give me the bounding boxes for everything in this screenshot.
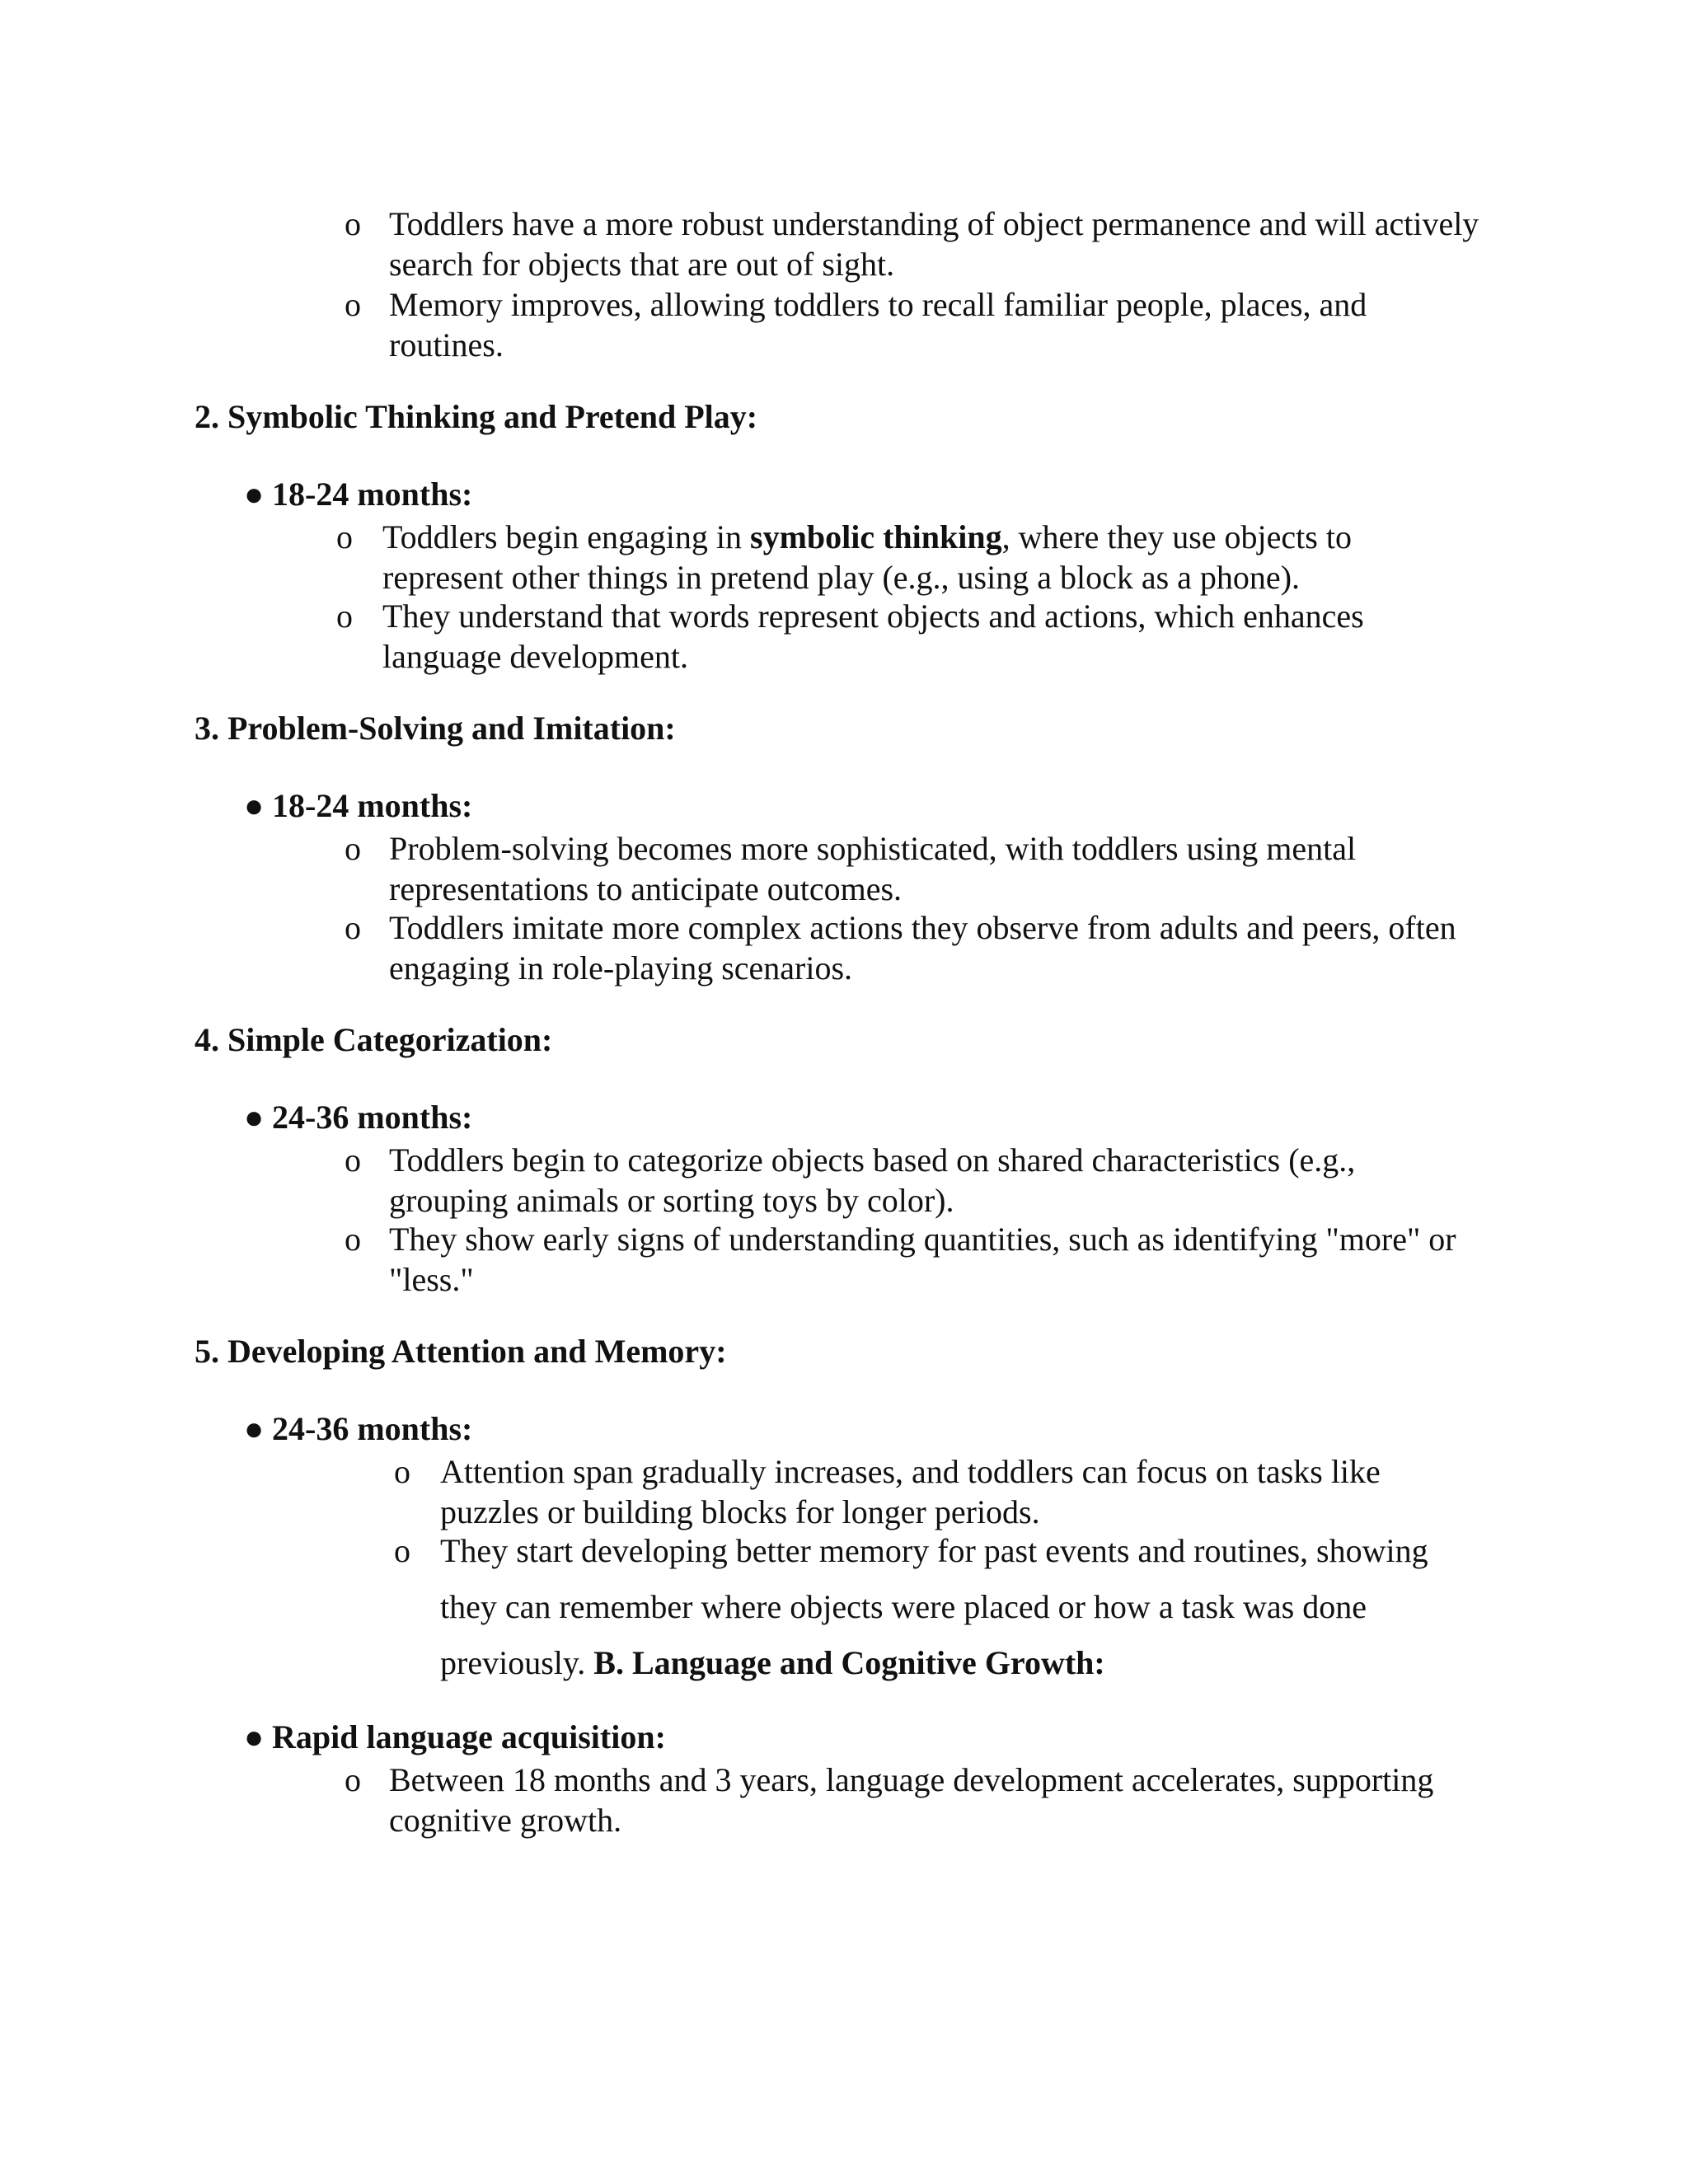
list-item: They understand that words represent objects and actions, which enhances language development.	[382, 598, 1364, 675]
section-heading: 4. Simple Categorization:	[195, 1021, 553, 1058]
list-item: Problem-solving becomes more sophisticated, with toddlers using mental representations to anticipate outcomes.	[389, 830, 1357, 907]
bullet-icon: ●	[244, 476, 265, 513]
bullet-heading	[244, 785, 472, 826]
list-marker: o	[345, 286, 361, 323]
bullet-icon: ●	[244, 1410, 265, 1447]
item-text-after: , where they use objects to represent other things in pretend play (e.g., using a block as a phone).	[382, 518, 1352, 596]
item-text-before: Toddlers begin engaging in	[382, 518, 750, 555]
list-item	[382, 517, 1404, 598]
bullet-heading	[244, 1097, 472, 1137]
section-heading: 3. Problem-Solving and Imitation:	[195, 710, 676, 747]
item-text-bold: symbolic thinking	[750, 518, 1002, 555]
bullet-icon: ●	[244, 787, 265, 824]
bullet-label: 18-24 months:	[272, 787, 473, 824]
list-marker: o	[336, 518, 353, 555]
list-marker: o	[345, 830, 361, 867]
list-item: Toddlers begin to categorize objects based on shared characteristics (e.g., grouping animals or sorting toys by color).	[389, 1141, 1356, 1219]
item-line: they can remember where objects were placed or how a task was done	[440, 1588, 1367, 1625]
bullet-heading	[244, 474, 472, 514]
bullet-label: 24-36 months:	[272, 1099, 473, 1136]
section-heading: 2. Symbolic Thinking and Pretend Play:	[195, 398, 758, 435]
list-marker: o	[336, 598, 353, 635]
list-marker: o	[345, 1221, 361, 1258]
list-marker: o	[394, 1532, 410, 1569]
list-marker: o	[345, 1761, 361, 1798]
bullet-heading	[244, 1717, 666, 1757]
bullet-label: 24-36 months:	[272, 1410, 473, 1447]
bullet-icon: ●	[244, 1718, 265, 1755]
list-marker: o	[345, 205, 361, 242]
list-item: Attention span gradually increases, and toddlers can focus on tasks like puzzles or building blocks for longer periods.	[440, 1453, 1381, 1530]
list-item: They show early signs of understanding quantities, such as identifying "more" or "less."	[389, 1221, 1456, 1298]
bullet-label: Rapid language acquisition:	[272, 1718, 666, 1755]
bullet-label: 18-24 months:	[272, 476, 473, 513]
item-line	[440, 1643, 1512, 1683]
section-heading: 5. Developing Attention and Memory:	[195, 1333, 727, 1370]
list-marker: o	[345, 909, 361, 946]
bullet-heading	[244, 1408, 472, 1449]
list-item: Toddlers imitate more complex actions they observe from adults and peers, often engaging in role-playing scenarios.	[389, 909, 1456, 987]
list-item: Memory improves, allowing toddlers to recall familiar people, places, and routines.	[389, 286, 1367, 363]
bullet-icon: ●	[244, 1099, 265, 1136]
item-line: They start developing better memory for past events and routines, showing	[440, 1532, 1428, 1569]
intro-list	[0, 0, 1688, 379]
item-line-text: previously.	[440, 1644, 586, 1681]
list-item: Between 18 months and 3 years, language development accelerates, supporting cognitive growth.	[389, 1761, 1434, 1839]
list-marker: o	[394, 1453, 410, 1490]
list-item	[440, 1530, 1512, 1683]
list-item: Toddlers have a more robust understanding of object permanence and will actively search for objects that are out of sight.	[389, 205, 1479, 283]
list-marker: o	[345, 1141, 361, 1179]
section-heading-inline: B. Language and Cognitive Growth:	[593, 1644, 1105, 1681]
